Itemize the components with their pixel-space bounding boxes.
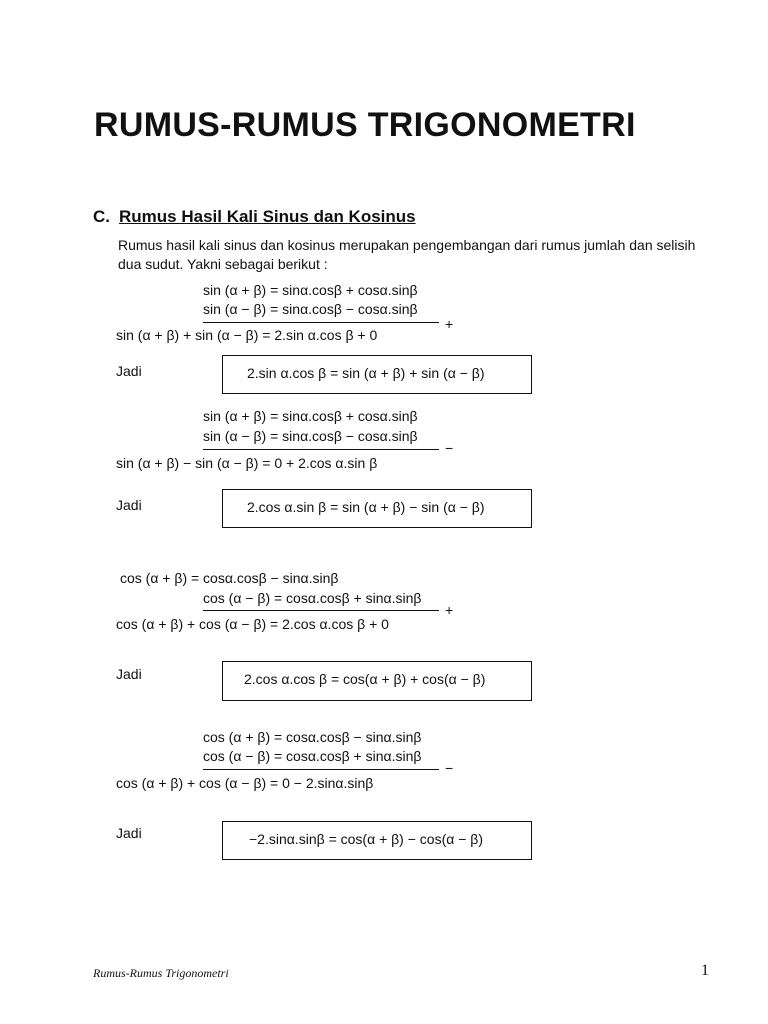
derivation-2-result: sin (α + β) − sin (α − β) = 0 + 2.cos α.sin β [116, 455, 378, 471]
intro-line-2: dua sudut. Yakni sebagai berikut : [118, 256, 328, 272]
derivation-4-result: cos (α + β) + cos (α − β) = 0 − 2.sinα.sinβ [116, 775, 374, 791]
section-heading [93, 207, 416, 227]
result-box-3-text: 2.cos α.cos β = cos(α + β) + cos(α − β) [244, 671, 486, 687]
derivation-1-result: sin (α + β) + sin (α − β) = 2.sin α.cos β + 0 [116, 327, 378, 343]
page-title: RUMUS-RUMUS TRIGONOMETRI [94, 106, 636, 144]
jadi-label-3: Jadi [116, 666, 142, 682]
result-box-3 [222, 661, 532, 701]
derivation-3-line-2: cos (α − β) = cosα.cosβ + sinα.sinβ [203, 590, 422, 606]
result-box-2-text: 2.cos α.sin β = sin (α + β) − sin (α − β) [247, 499, 485, 515]
derivation-3-rule [203, 610, 439, 611]
derivation-2-line-1: sin (α + β) = sinα.cosβ + cosα.sinβ [203, 408, 418, 424]
derivation-1-operator: + [445, 316, 454, 332]
footer-document-title: Rumus-Rumus Trigonometri [93, 966, 229, 980]
derivation-4-rule [203, 769, 439, 770]
derivation-1-line-1: sin (α + β) = sinα.cosβ + cosα.sinβ [203, 282, 418, 298]
derivation-3-operator: + [445, 602, 454, 618]
result-box-4 [222, 821, 532, 860]
jadi-label-1: Jadi [116, 363, 142, 379]
result-box-1-text: 2.sin α.cos β = sin (α + β) + sin (α − β) [247, 365, 485, 381]
derivation-4-operator: − [445, 760, 454, 776]
derivation-1-rule [203, 322, 439, 323]
derivation-3-line-1: cos (α + β) = cosα.cosβ − sinα.sinβ [120, 570, 339, 586]
derivation-2-operator: − [445, 440, 454, 456]
derivation-4-line-1: cos (α + β) = cosα.cosβ − sinα.sinβ [203, 729, 422, 745]
derivation-1-line-2: sin (α − β) = sinα.cosβ − cosα.sinβ [203, 301, 418, 317]
derivation-3-result: cos (α + β) + cos (α − β) = 2.cos α.cos β + 0 [116, 616, 389, 632]
intro-line-1: Rumus hasil kali sinus dan kosinus merupakan pengembangan dari rumus jumlah dan selisih [118, 237, 696, 253]
footer-page-number: 1 [701, 962, 709, 979]
result-box-4-text: −2.sinα.sinβ = cos(α + β) − cos(α − β) [249, 831, 484, 847]
result-box-1 [222, 355, 532, 394]
section-number: C. [93, 207, 110, 226]
result-box-2 [222, 489, 532, 528]
derivation-2-rule [203, 449, 439, 450]
derivation-4-line-2: cos (α − β) = cosα.cosβ + sinα.sinβ [203, 748, 422, 764]
jadi-label-4: Jadi [116, 825, 142, 841]
derivation-2-line-2: sin (α − β) = sinα.cosβ − cosα.sinβ [203, 428, 418, 444]
jadi-label-2: Jadi [116, 497, 142, 513]
section-heading-text: Rumus Hasil Kali Sinus dan Kosinus [119, 207, 416, 226]
